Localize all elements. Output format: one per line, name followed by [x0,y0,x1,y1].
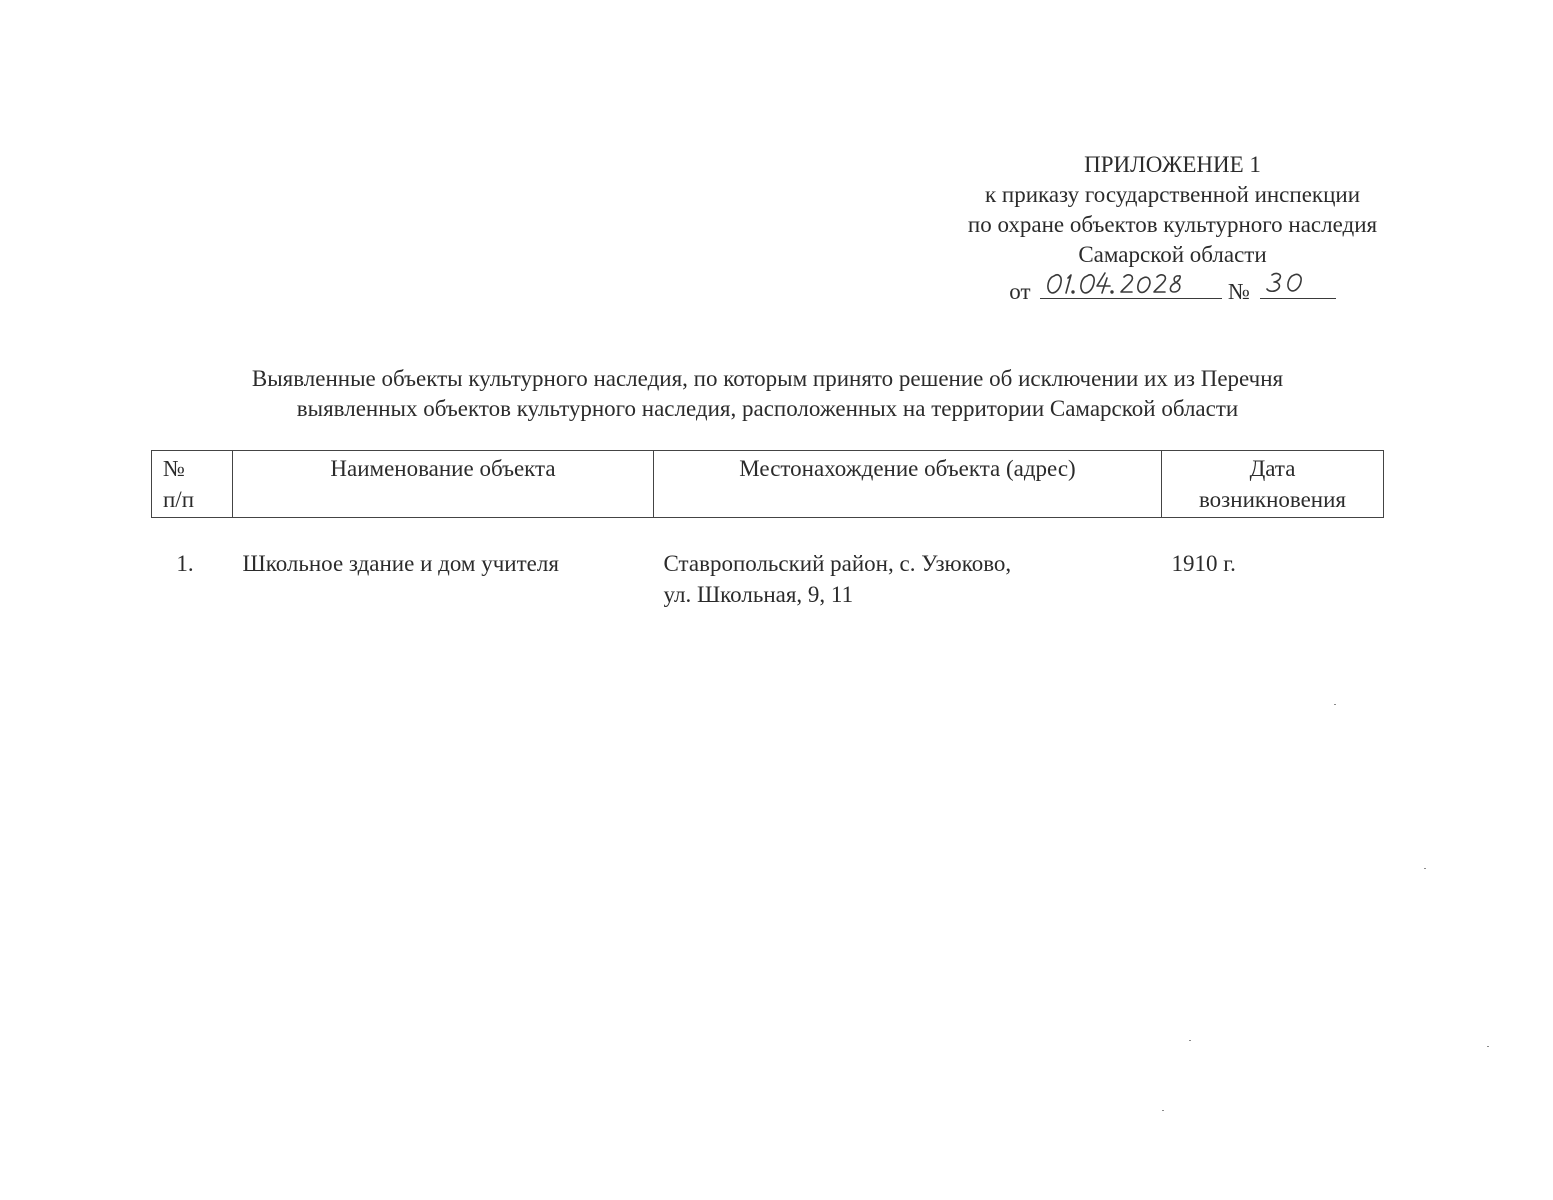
number-prefix: № [1228,279,1250,304]
appendix-line-3: Самарской области [1078,242,1267,267]
scan-speck [1189,1040,1191,1041]
appendix-line-1: к приказу государственной инспекции [984,182,1361,207]
header-number-line-2: п/п [163,487,195,512]
handwritten-date-signature [1040,264,1222,298]
heading-line-1: Выявленные объекты культурного наследия, по которым принято решение об исключении их из Перечня [251,366,1284,391]
table-row [152,548,1384,610]
handwritten-number-signature [1260,264,1336,298]
scan-speck [1424,868,1426,869]
order-reference [1009,272,1335,307]
row-date: 1910 г. [1171,551,1236,576]
row-address [654,548,1162,610]
table-header-row [152,451,1384,518]
handwritten-number [1260,272,1336,299]
header-address [654,451,1162,518]
row-number: 1. [176,551,194,576]
objects-table [151,450,1384,610]
header-date-line-1: Дата [1249,456,1296,481]
header-address-label: Местонахождение объекта (адрес) [739,456,1076,481]
heading-line-2: выявленных объектов культурного наследия, расположенных на территории Самарской области [296,396,1239,421]
header-date-line-2: возникновения [1198,487,1347,512]
appendix-title: ПРИЛОЖЕНИЕ 1 [1084,152,1261,177]
scan-speck [1334,704,1336,705]
header-number-line-1: № [163,456,185,481]
scan-speck [1162,1110,1164,1111]
table-spacer [152,518,1384,549]
row-name: Школьное здание и дом учителя [242,551,559,576]
scan-speck [1487,1046,1489,1047]
header-number [152,451,233,518]
header-name-label: Наименование объекта [330,456,556,481]
header-name [233,451,654,518]
appendix-line-2: по охране объектов культурного наследия [967,212,1378,237]
header-date [1162,451,1384,518]
document-heading [120,364,1415,424]
row-address-line-1: Ставропольский район, с. Узюково, [663,551,1012,576]
date-prefix: от [1009,279,1031,304]
row-address-line-2: ул. Школьная, 9, 11 [663,582,854,607]
appendix-block [920,150,1425,307]
handwritten-date [1040,272,1222,299]
